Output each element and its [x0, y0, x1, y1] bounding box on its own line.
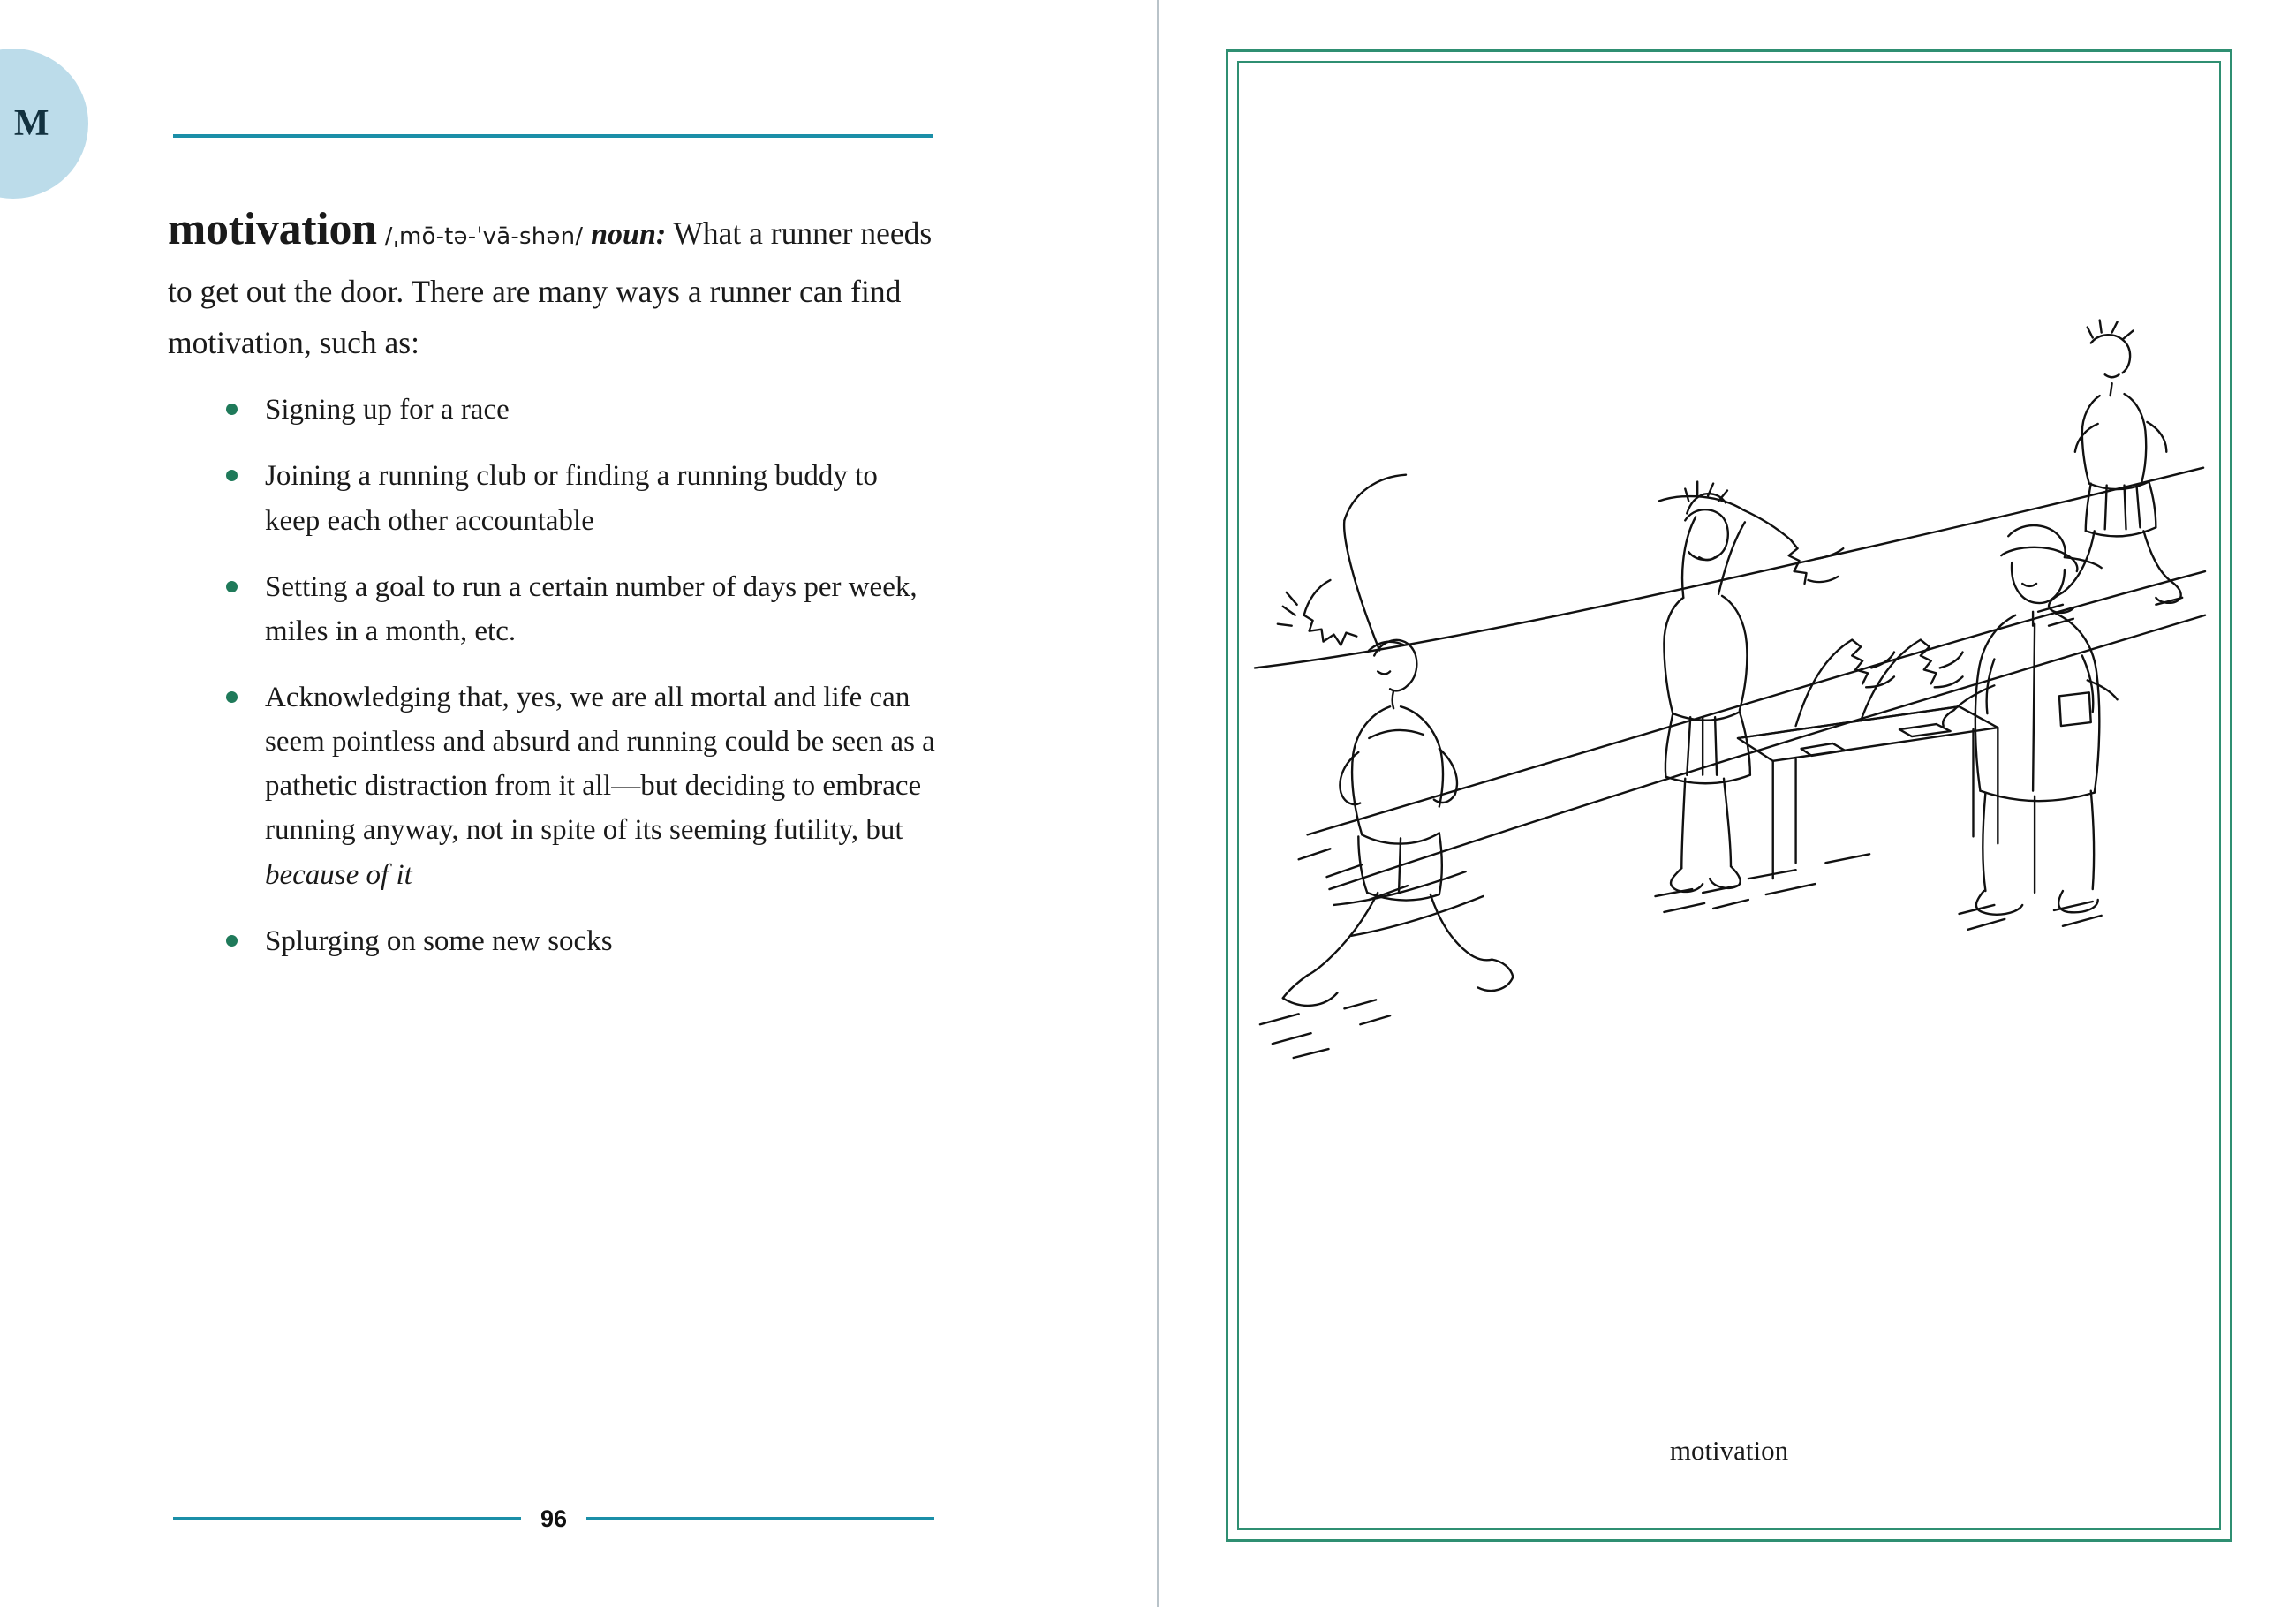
list-item-text: Signing up for a race: [265, 394, 510, 426]
entry-bullet-list: [168, 388, 936, 963]
thumb-tab-letter: M: [13, 103, 50, 144]
list-item: [219, 919, 936, 963]
list-item-text: Joining a running club or finding a running buddy to keep each other accountable: [265, 460, 878, 537]
entry-pronunciation: /ˌmō-tə-ˈvā-shən/: [384, 223, 584, 250]
list-item: [219, 675, 936, 897]
list-item-italic-tail: because of it: [265, 858, 412, 891]
list-item: [219, 565, 936, 653]
list-item-text: Setting a goal to run a certain number of days per week, miles in a month, etc.: [265, 570, 918, 647]
top-rule: [173, 134, 933, 138]
right-page: [1159, 0, 2296, 1607]
page-number: 96: [540, 1505, 568, 1532]
entry-definition-paragraph: [168, 192, 936, 368]
entry-part-of-speech: noun:: [591, 218, 667, 251]
entry-headword: motivation: [168, 204, 377, 254]
illustration-caption: motivation: [1669, 1435, 1789, 1466]
letter-thumb-tab: [0, 49, 88, 199]
page-footer: [173, 1501, 934, 1536]
illustration-frame-outer: [1226, 49, 2232, 1542]
footer-rule-right: [586, 1517, 934, 1520]
motivation-illustration: [1246, 70, 2212, 1407]
footer-rule-left: [173, 1517, 521, 1520]
list-item: [219, 388, 936, 432]
list-item-text: Splurging on some new socks: [265, 924, 613, 957]
entry-content: [168, 192, 936, 985]
entry-definition-text: What a runner needs to get out the door. There are many ways a runner can find motivation, such as:: [168, 215, 933, 360]
list-item-text: Acknowledging that, yes, we are all mortal and life can seem pointless and absurd and running could be seen as a pathetic distraction from it all—but deciding to embrace running anyway, not in spite of its seeming futility, but: [265, 682, 935, 847]
list-item: [219, 454, 936, 542]
